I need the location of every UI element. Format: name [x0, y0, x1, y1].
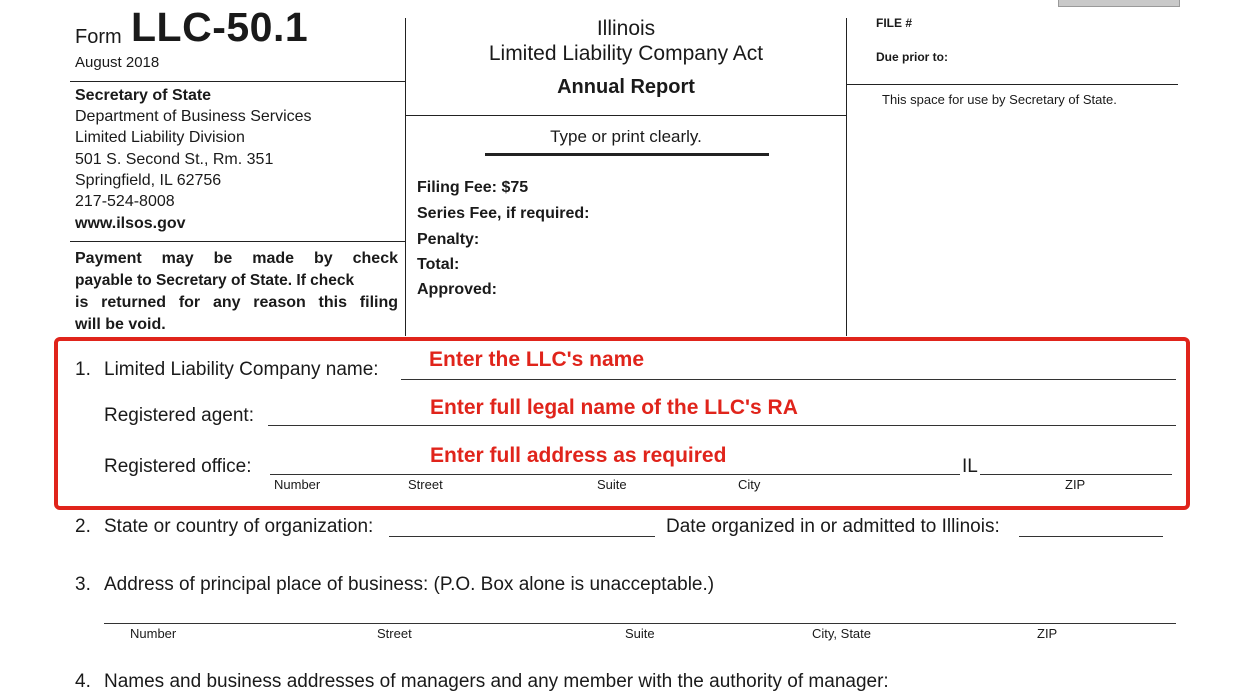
agency-title: Secretary of State: [75, 87, 212, 104]
office-zip-field[interactable]: [980, 474, 1172, 475]
llc-name-field[interactable]: [401, 379, 1176, 380]
registered-agent-hint: Enter full legal name of the LLC's RA: [430, 396, 798, 419]
registered-office-label: Registered office:: [104, 456, 252, 477]
payment-note: Payment may be made by check payable to Secretary of State. If check is returned for any reason this filing will be void.: [75, 250, 398, 333]
llc-name-label: Limited Liability Company name:: [104, 359, 379, 380]
managers-label: Names and business addresses of managers and any member with the authority of manager:: [104, 671, 889, 692]
file-number-label: FILE #: [876, 16, 913, 30]
registered-office-hint: Enter full address as required: [430, 444, 727, 467]
instruction-rule: [485, 153, 769, 156]
agency-line: Department of Business Services: [75, 108, 312, 125]
penalty: Penalty:: [417, 231, 480, 248]
column-divider: [846, 18, 847, 336]
item-number: 1.: [75, 359, 91, 380]
caption-zip: ZIP: [1037, 626, 1058, 641]
caption-street: Street: [408, 477, 443, 492]
form-label: Form: [75, 26, 122, 48]
item-number: 3.: [75, 574, 91, 595]
caption-city-state: City, State: [812, 626, 872, 641]
llc-name-hint: Enter the LLC's name: [429, 348, 645, 371]
divider: [406, 115, 846, 116]
caption-number: Number: [130, 626, 177, 641]
caption-city: City: [738, 477, 761, 492]
registered-agent-label: Registered agent:: [104, 405, 254, 426]
date-organized-label: Date organized in or admitted to Illinois:: [666, 516, 1000, 537]
caption-suite: Suite: [597, 477, 627, 492]
date-organized-field[interactable]: [1019, 536, 1163, 537]
agency-line: Limited Liability Division: [75, 129, 245, 146]
approved: Approved:: [417, 281, 497, 298]
corner-tab: [1058, 0, 1180, 7]
form-date: August 2018: [75, 54, 160, 71]
divider: [846, 84, 1178, 85]
agency-line: 217-524-8008: [75, 193, 175, 210]
caption-number: Number: [274, 477, 321, 492]
registered-office-field[interactable]: [270, 474, 960, 475]
divider: [70, 241, 405, 242]
divider: [70, 81, 405, 82]
principal-address-field[interactable]: [104, 623, 1176, 624]
state-of-organization-label: State or country of organization:: [104, 516, 374, 537]
form-number: LLC-50.1: [131, 4, 309, 50]
item-number: 4.: [75, 671, 91, 692]
filing-fee: Filing Fee: $75: [417, 179, 529, 196]
state-title: Illinois: [596, 17, 656, 40]
principal-address-label: Address of principal place of business: (P.O. Box alone is unacceptable.): [104, 574, 715, 595]
act-title: Limited Liability Company Act: [488, 42, 764, 65]
caption-zip: ZIP: [1065, 477, 1086, 492]
total: Total:: [417, 256, 460, 273]
agency-line: 501 S. Second St., Rm. 351: [75, 151, 274, 168]
series-fee: Series Fee, if required:: [417, 205, 590, 222]
state-code: IL: [962, 456, 978, 477]
website-link[interactable]: www.ilsos.gov: [75, 215, 186, 232]
caption-suite: Suite: [625, 626, 655, 641]
agency-line: Springfield, IL 62756: [75, 172, 222, 189]
due-date-label: Due prior to:: [876, 50, 948, 64]
registered-agent-field[interactable]: [268, 425, 1176, 426]
sos-use-note: This space for use by Secretary of State.: [882, 92, 1117, 107]
state-of-organization-field[interactable]: [389, 536, 655, 537]
report-title: Annual Report: [557, 76, 695, 98]
instruction-text: Type or print clearly.: [550, 127, 702, 146]
item-number: 2.: [75, 516, 91, 537]
caption-street: Street: [377, 626, 412, 641]
